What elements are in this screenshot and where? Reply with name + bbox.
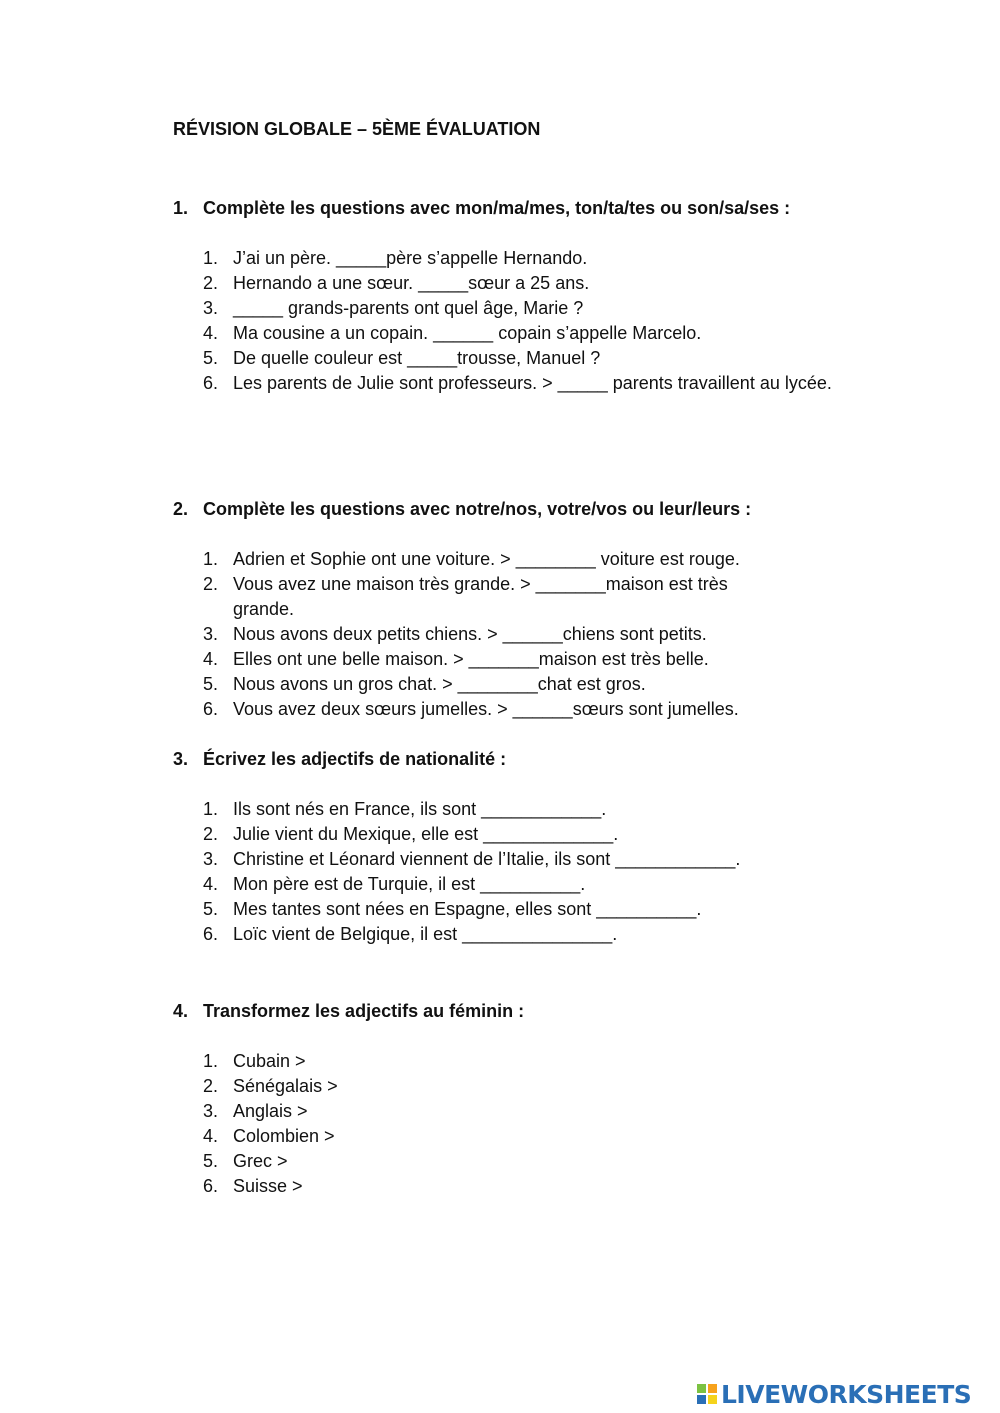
exercise-item [173, 622, 873, 647]
section-heading [173, 196, 853, 221]
exercise-item [173, 1149, 873, 1174]
section-number: 1. [173, 198, 189, 218]
exercise-item [173, 547, 873, 572]
logo-text: LIVEWORKSHEETS [721, 1379, 972, 1409]
section-4 [173, 999, 873, 1199]
section-heading [173, 497, 873, 522]
section-1 [173, 196, 853, 396]
item-text: Cubain > [233, 1051, 306, 1071]
section-instruction: Écrivez les adjectifs de nationalité : [203, 749, 507, 769]
item-number: 4. [203, 1126, 219, 1146]
item-number: 1. [203, 1051, 219, 1071]
item-text: Elles ont une belle maison. > _______maison est très belle. [233, 649, 709, 669]
item-number: 2. [203, 273, 219, 293]
exercise-list [173, 246, 853, 396]
item-number: 4. [203, 649, 219, 669]
logo-square-blue [696, 1394, 707, 1405]
item-number: 5. [203, 899, 219, 919]
exercise-list [173, 547, 873, 722]
item-number: 5. [203, 674, 219, 694]
exercise-item [173, 371, 853, 396]
item-text: Hernando a une sœur. _____sœur a 25 ans. [233, 273, 590, 293]
section-instruction: Complète les questions avec notre/nos, votre/vos ou leur/leurs : [203, 499, 752, 519]
section-instruction: Transformez les adjectifs au féminin : [203, 1001, 525, 1021]
section-number: 2. [173, 499, 189, 519]
item-number: 4. [203, 323, 219, 343]
exercise-list [173, 797, 873, 947]
item-text: Ma cousine a un copain. ______ copain s’appelle Marcelo. [233, 323, 702, 343]
item-text: Mes tantes sont nées en Espagne, elles sont __________. [233, 899, 702, 919]
item-text: Adrien et Sophie ont une voiture. > ________ voiture est rouge. [233, 549, 740, 569]
exercise-item [173, 1099, 873, 1124]
item-number: 1. [203, 549, 219, 569]
exercise-item [173, 872, 873, 897]
item-number: 6. [203, 699, 219, 719]
item-text: Grec > [233, 1151, 288, 1171]
item-number: 6. [203, 924, 219, 944]
exercise-item [173, 822, 873, 847]
item-text: Ils sont nés en France, ils sont ____________. [233, 799, 607, 819]
item-text: Loïc vient de Belgique, il est _______________. [233, 924, 618, 944]
liveworksheets-logo-icon [696, 1383, 718, 1405]
item-number: 2. [203, 1076, 219, 1096]
item-text: Sénégalais > [233, 1076, 338, 1096]
item-text: Suisse > [233, 1176, 303, 1196]
item-text: Mon père est de Turquie, il est __________. [233, 874, 586, 894]
item-number: 2. [203, 574, 219, 594]
exercise-item [173, 797, 873, 822]
section-heading [173, 999, 873, 1024]
section-2 [173, 497, 873, 722]
section-number: 4. [173, 1001, 189, 1021]
logo-square-orange [707, 1383, 718, 1394]
item-number: 4. [203, 874, 219, 894]
exercise-item [173, 1174, 873, 1199]
exercise-item [173, 697, 873, 722]
exercise-item [173, 1074, 873, 1099]
item-number: 6. [203, 373, 219, 393]
item-number: 5. [203, 1151, 219, 1171]
item-number: 1. [203, 799, 219, 819]
item-number: 1. [203, 248, 219, 268]
exercise-item [173, 647, 873, 672]
item-text: Vous avez deux sœurs jumelles. > ______sœurs sont jumelles. [233, 699, 739, 719]
section-number: 3. [173, 749, 189, 769]
section-3 [173, 747, 873, 947]
item-number: 3. [203, 298, 219, 318]
item-text: Colombien > [233, 1126, 335, 1146]
item-text: Anglais > [233, 1101, 308, 1121]
exercise-item [173, 271, 853, 296]
item-number: 3. [203, 849, 219, 869]
exercise-item [173, 847, 873, 872]
item-text: Christine et Léonard viennent de l’Italie, ils sont ____________. [233, 849, 741, 869]
exercise-item [173, 922, 873, 947]
logo-square-yellow [707, 1394, 718, 1405]
liveworksheets-logo [696, 1378, 971, 1410]
item-number: 3. [203, 624, 219, 644]
item-text: J’ai un père. _____père s’appelle Hernando. [233, 248, 588, 268]
section-heading [173, 747, 873, 772]
exercise-item [173, 346, 853, 371]
section-instruction: Complète les questions avec mon/ma/mes, ton/ta/tes ou son/sa/ses : [203, 198, 791, 218]
item-text: Les parents de Julie sont professeurs. > _____ parents travaillent au lycée. [233, 373, 832, 393]
page-title: RÉVISION GLOBALE – 5ÈME ÉVALUATION [173, 119, 541, 139]
item-text: _____ grands-parents ont quel âge, Marie ? [233, 298, 584, 318]
item-text: Nous avons deux petits chiens. > ______chiens sont petits. [233, 624, 707, 644]
item-number: 5. [203, 348, 219, 368]
logo-square-green [696, 1383, 707, 1394]
item-number: 6. [203, 1176, 219, 1196]
exercise-item [173, 1049, 873, 1074]
item-number: 2. [203, 824, 219, 844]
exercise-item [173, 672, 873, 697]
item-text: Nous avons un gros chat. > ________chat est gros. [233, 674, 646, 694]
exercise-item [173, 897, 873, 922]
item-text: Julie vient du Mexique, elle est _____________. [233, 824, 619, 844]
exercise-item [173, 321, 853, 346]
exercise-item [173, 296, 853, 321]
exercise-item [173, 572, 873, 622]
item-text: Vous avez une maison très grande. > _______maison est très grande. [233, 574, 733, 619]
item-text: De quelle couleur est _____trousse, Manuel ? [233, 348, 601, 368]
item-number: 3. [203, 1101, 219, 1121]
exercise-list [173, 1049, 873, 1199]
exercise-item [173, 246, 853, 271]
exercise-item [173, 1124, 873, 1149]
